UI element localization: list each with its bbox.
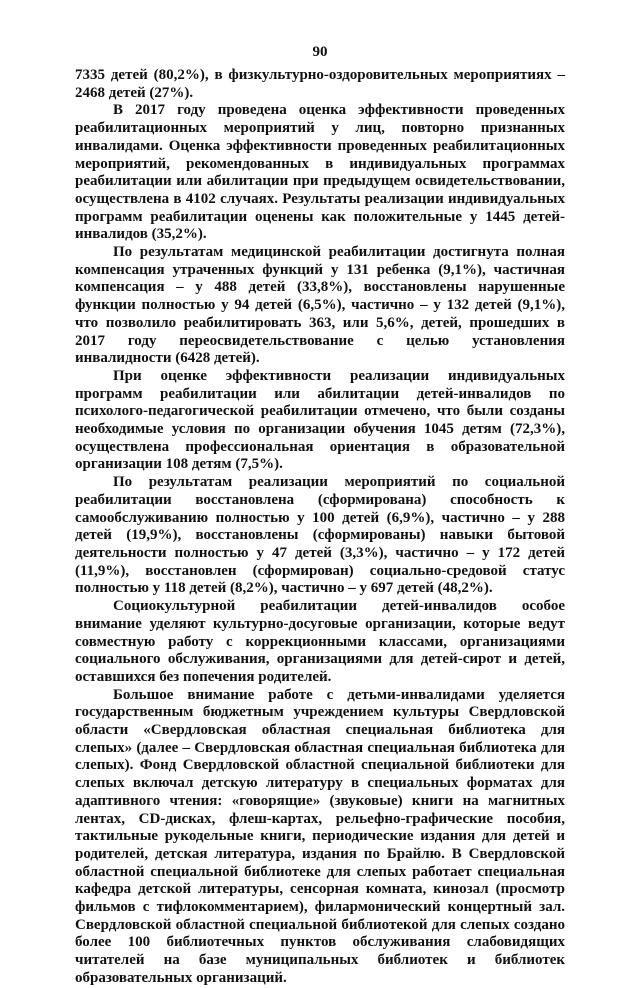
paragraph-library-for-blind: Большое внимание работе с детьми-инвалидами уделяется государственным бюджетным учреждением культуры Свердловской области «Свердловская областная специальная библиотека для слепых» (далее – Свердловская областная специальная библиотека для слепых). Фонд Свердловской областной специальной библиотеки для слепых включал детскую литературу в специальных форматах для адаптивного чтения: «говорящие» (звуковые) книги на магнитных лентах, CD-дисках, флеш-картах, рельефно-графические пособия, тактильные рукодельные книги, периодические издания для детей и родителей, детская литература, издания по Брайлю. В Свердловской областной специальной библиотеке для слепых работает специальная кафедра детской литературы, сенсорная комната, кинозал (просмотр фильмов с тифлокомментарием), филармонический концертный зал. Свердловской областной специальной библиотекой для слепых создано более 100 библиотечных пунктов обслуживания слабовидящих читателей на базе муниципальных библиотек и библиотек образовательных организаций. xyxy=(75,686,565,986)
paragraph-medical-rehabilitation: По результатам медицинской реабилитации достигнута полная компенсация утраченных функций у 131 ребенка (9,1%), частичная компенсация – у 488 детей (33,8%), восстановлены нарушенные функции полностью у 94 детей (6,5%), частично – у 132 детей (9,1%), что позволило реабилитировать 363, или 5,6%, детей, прошедших в 2017 году переосвидетельствование с целью установления инвалидности (6428 детей). xyxy=(75,244,565,367)
paragraph-sociocultural-rehabilitation: Социокультурной реабилитации детей-инвалидов особое внимание уделяют культурно-досуговые организации, которые ведут совместную работу с коррекционными классами, организациями социального обслуживания, организациями для детей-сирот и детей, оставшихся без попечения родителей. xyxy=(75,598,565,685)
document-body xyxy=(75,67,565,988)
paragraph-social-rehabilitation: По результатам реализации мероприятий по социальной реабилитации восстановлена (сформирована) способность к самообслуживанию полностью у 100 детей (6,9%), частично – у 288 детей (19,9%), восстановлены (сформированы) навыки бытовой деятельности полностью у 47 детей (3,3%), частично – у 172 детей (11,9%), восстановлен (сформирован) социально-средовой статус полностью у 118 детей (8,2%), частично – у 697 детей (48,2%). xyxy=(75,474,565,597)
paragraph-efficiency-assessment: В 2017 году проведена оценка эффективности проведенных реабилитационных мероприятий у лиц, повторно признанных инвалидами. Оценка эффективности проведенных реабилитационных мероприятий, рекомендованных в индивидуальных программах реабилитации или абилитации при предыдущем освидетельствовании, осуществлена в 4102 случаях. Результаты реализации индивидуальных программ реабилитации оценены как положительные у 1445 детей-инвалидов (35,2%). xyxy=(75,102,565,243)
paragraph-psychological-pedagogical: При оценке эффективности реализации индивидуальных программ реабилитации или абилитации детей-инвалидов по психолого-педагогической реабилитации отмечено, что были созданы необходимые условия по организации обучения 1045 детям (72,3%), осуществлена профессиональная ориентация в образовательной организации 108 детям (7,5%). xyxy=(75,367,565,473)
paragraph-continuation: 7335 детей (80,2%), в физкультурно-оздоровительных мероприятиях – 2468 детей (27%). xyxy=(75,67,565,101)
page-number: 90 xyxy=(312,44,328,60)
